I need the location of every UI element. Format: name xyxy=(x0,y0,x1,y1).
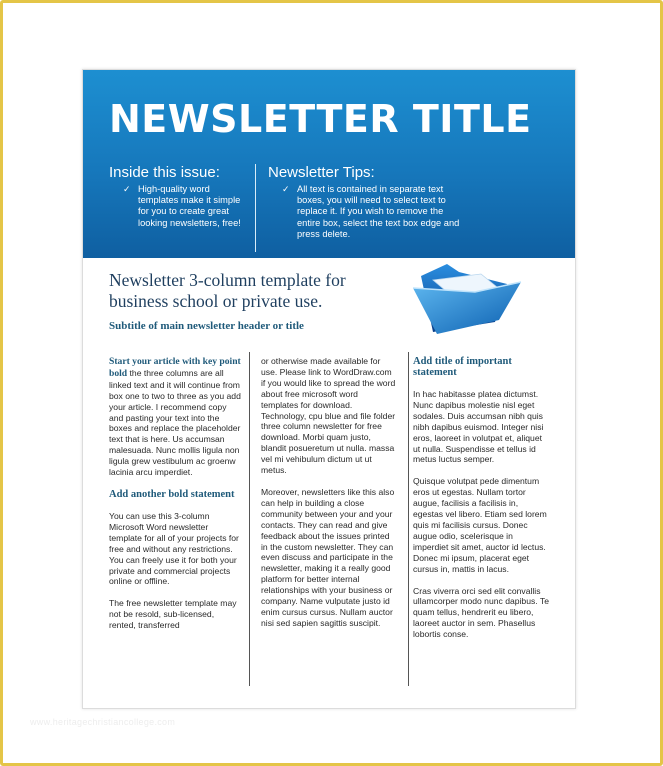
column-3 xyxy=(413,356,550,651)
newsletter-tips xyxy=(268,164,463,240)
main-headline: Newsletter 3-column template for business school or private use. xyxy=(109,270,346,311)
col1-lead-text: the three columns are all linked text and it will continue from box one to two to three as you add your article. I recommend copy and pasting your text into the boxes and replace the placeholder text that is here. Us accumsan malesuada. Nunc mollis ligula non ligula grew vestibulum ac groenw lacinia arcu imperdiet. xyxy=(109,367,241,478)
col1-paragraph-1 xyxy=(109,356,243,478)
tips-bullet-text: All text is contained in separate text boxes, you will need to select text to replace it. If you wish to remove the entire box, select the text box edge and press delete. xyxy=(297,184,460,239)
column-divider xyxy=(408,352,409,686)
newsletter-page xyxy=(82,69,576,709)
col2-paragraph-1: or otherwise made available for use. Please link to WordDraw.com if you would like to spread the word about free microsoft word templates for download. Technology, cpu blue and file folder three column newsletter for free download. Morbi quam justo, blandit posueretum ut nulla. massa vel mi vehibulum dictum ut ut metus. xyxy=(261,356,396,476)
newsletter-banner xyxy=(83,70,575,258)
watermark: www.heritagechristiancollege.com xyxy=(30,717,176,727)
col1-lead-bold: Start your article with key point bold xyxy=(109,356,241,379)
col3-paragraph-1: In hac habitasse platea dictumst. Nunc dapibus molestie nisl eget sodales. Duis accumsan nibh quis nibh dapibus euismod. Integer nisi eros, laoreet in volutpat et, aliquet ut nulla. Suspendisse et tellus id metus luctus semper. xyxy=(413,389,544,465)
inside-bullet xyxy=(109,184,249,229)
col1-paragraph-2: You can use this 3-column Microsoft Word newsletter template for all of your projects for free and without any restrictions. You can freely use it for both your private and commercial projects online or offline. xyxy=(109,510,239,587)
inside-heading: Inside this issue: xyxy=(109,164,220,181)
check-icon: ✓ xyxy=(123,184,131,194)
col3-paragraph-3: Cras viverra orci sed elit convallis ullamcorper modo nunc dapibus. Te quam tellus, hendrerit eu libero, laoreet auctor in sem. Phasellus lobortis conse. xyxy=(413,585,549,640)
main-subtitle: Subtitle of main newsletter header or title xyxy=(109,320,304,332)
tips-heading: Newsletter Tips: xyxy=(268,164,375,181)
newsletter-title: NEWSLETTER TITLE xyxy=(109,97,532,141)
col1-paragraph-3: The free newsletter template may not be resold, sub-licensed, rented, transferred xyxy=(109,598,237,631)
column-1 xyxy=(109,356,243,642)
col1-heading: Add another bold statement xyxy=(109,488,235,500)
column-divider xyxy=(249,352,250,686)
blue-folder-icon xyxy=(411,262,523,338)
col2-paragraph-2: Moreover, newsletters like this also can help in building a close community between your and your contacts. They can read and give feedback about the issues printed in the custom newsletter. They can even discuss and participate in the newsletter, making it a really good platform for better internal relationships with your business or company. Name vulputate justo id enim cursus cursus. Nullam auctor nisi sed sapien sagittis suscipit. xyxy=(261,486,395,628)
col3-heading: Add title of important statement xyxy=(413,356,512,378)
col3-paragraph-2: Quisque volutpat pede dimentum eros ut egestas. Nullam tortor augue, facilisis a facilisis in, egestas vel libero. Etiam sed lorem quis mi facilisis cursus. Donec augue odio, scelerisque in imperdiet sit amet, auctor id lectus. Donec mi ipsum, placerat eget cursus in, mattis in lacus. xyxy=(413,476,547,574)
banner-divider xyxy=(255,164,256,252)
tips-bullet xyxy=(268,184,463,240)
inside-this-issue xyxy=(109,164,249,229)
check-icon: ✓ xyxy=(282,184,290,194)
inside-bullet-text: High-quality word templates make it simple for you to create great looking newsletters, free! xyxy=(138,184,241,228)
column-2 xyxy=(261,356,396,640)
